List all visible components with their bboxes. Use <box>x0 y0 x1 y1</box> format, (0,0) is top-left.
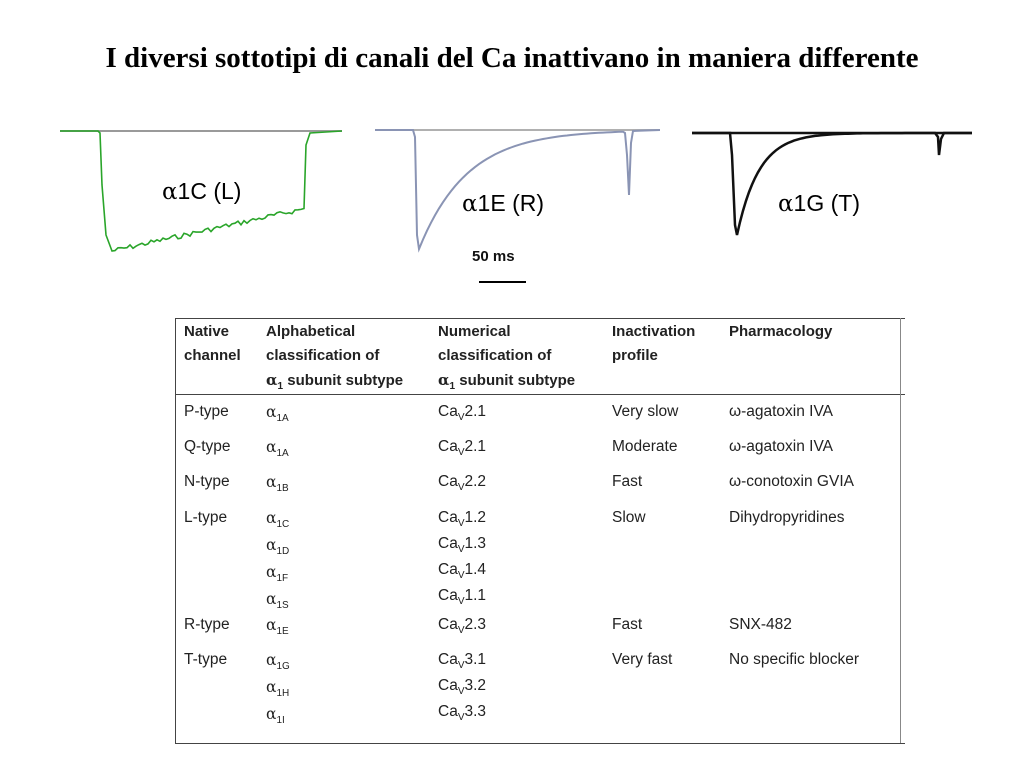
cav-name <box>438 400 486 426</box>
cav-number: 1.3 <box>464 535 487 552</box>
cav-sub: V <box>457 686 465 697</box>
header-num-greek: α <box>438 371 450 389</box>
cav-base: Ca <box>438 703 458 720</box>
cell-pharmacology-1: ω-agatoxin IVA <box>729 438 834 455</box>
cav-name <box>438 470 486 496</box>
alpha-greek: α <box>266 616 277 634</box>
cell-native-0: P-type <box>184 403 229 420</box>
trace-label-alpha1e-greek: α <box>462 191 478 217</box>
alpha-sub: 1E <box>276 626 289 637</box>
header-alpha-greek: α <box>266 371 278 389</box>
cell-alpha-2 <box>266 470 289 497</box>
scale-bar-line <box>479 281 526 283</box>
cell-profile-2: Fast <box>612 473 643 490</box>
header-num-line2: classification of <box>438 347 552 364</box>
cav-base: Ca <box>438 473 458 490</box>
cell-profile-5: Very fast <box>612 651 673 668</box>
header-num-sub: 1 <box>449 381 456 392</box>
trace-label-alpha1e-text: 1E (R) <box>477 190 544 216</box>
cell-numerical-4 <box>438 613 486 639</box>
trace-label-alpha1c <box>162 178 241 205</box>
header-alpha-sub: 1 <box>277 381 284 392</box>
cell-numerical-1 <box>438 435 486 461</box>
alpha-greek: α <box>266 678 277 696</box>
alpha-subunit <box>266 506 289 533</box>
header-native-line1: Native <box>184 323 230 340</box>
header-alpha-line2: classification of <box>266 347 380 364</box>
trace-label-alpha1e <box>462 190 544 217</box>
header-alpha-rest: subunit subtype <box>283 372 404 389</box>
cav-name <box>438 506 486 532</box>
header-pharm-line1: Pharmacology <box>729 323 833 340</box>
header-alphabetical <box>266 320 403 395</box>
cav-base: Ca <box>438 561 458 578</box>
alpha-sub: 1A <box>276 413 289 424</box>
channel-table <box>175 318 905 744</box>
alpha-sub: 1A <box>276 448 289 459</box>
cell-alpha-0 <box>266 400 289 427</box>
cell-alpha-1 <box>266 435 289 462</box>
alpha-sub: 1I <box>276 715 285 726</box>
header-inact-line2: profile <box>612 347 658 364</box>
alpha-greek: α <box>266 651 277 669</box>
table-top-rule <box>176 318 905 319</box>
alpha-subunit <box>266 533 289 560</box>
cav-name <box>438 435 486 461</box>
alpha-sub: 1B <box>276 483 289 494</box>
cell-pharmacology-0: ω-agatoxin IVA <box>729 403 834 420</box>
trace-label-alpha1c-text: 1C (L) <box>177 178 242 204</box>
alpha-greek: α <box>266 438 277 456</box>
header-pharmacology <box>729 320 832 344</box>
cell-pharmacology-5: No specific blocker <box>729 651 860 668</box>
cav-base: Ca <box>438 587 458 604</box>
header-num-line3 <box>438 368 575 395</box>
header-numerical <box>438 320 575 395</box>
cell-native-4: R-type <box>184 616 230 633</box>
cav-name <box>438 700 486 726</box>
cav-base: Ca <box>438 651 458 668</box>
header-inact-line1: Inactivation <box>612 323 696 340</box>
cav-name <box>438 584 486 610</box>
trace-label-alpha1g <box>778 190 860 217</box>
alpha-subunit <box>266 648 290 675</box>
cav-sub: V <box>457 412 465 423</box>
alpha-subunit <box>266 702 290 729</box>
header-num-rest: subunit subtype <box>455 372 576 389</box>
cav-sub: V <box>457 712 465 723</box>
alpha-sub: 1H <box>276 688 290 699</box>
cav-name <box>438 674 486 700</box>
cav-number: 1.4 <box>464 561 487 578</box>
cav-base: Ca <box>438 438 458 455</box>
alpha-subunit <box>266 435 289 462</box>
alpha-sub: 1S <box>276 600 289 611</box>
scale-bar-label: 50 ms <box>472 248 515 265</box>
cell-numerical-5 <box>438 648 486 726</box>
cav-sub: V <box>457 570 465 581</box>
cav-sub: V <box>457 660 465 671</box>
cav-name <box>438 613 486 639</box>
cell-profile-0: Very slow <box>612 403 679 420</box>
cav-number: 3.2 <box>464 677 487 694</box>
alpha-greek: α <box>266 705 277 723</box>
cell-pharmacology-4: SNX-482 <box>729 616 792 633</box>
cav-number: 1.1 <box>464 587 487 604</box>
cell-native-2: N-type <box>184 473 230 490</box>
trace-label-alpha1g-text: 1G (T) <box>793 190 860 216</box>
alpha-greek: α <box>266 403 277 421</box>
trace-label-alpha1g-greek: α <box>778 191 794 217</box>
table-right-edge <box>900 318 901 743</box>
cav-name <box>438 558 486 584</box>
cell-native-3: L-type <box>184 509 228 526</box>
trace-label-alpha1c-greek: α <box>162 179 178 205</box>
cell-pharmacology-3: Dihydropyridines <box>729 509 845 526</box>
cav-base: Ca <box>438 509 458 526</box>
alpha-sub: 1G <box>276 661 290 672</box>
alpha-subunit <box>266 400 289 427</box>
header-native-line2: channel <box>184 347 241 364</box>
header-num-line1: Numerical <box>438 323 511 340</box>
alpha-subunit <box>266 675 290 702</box>
cav-sub: V <box>457 518 465 529</box>
cav-number: 2.3 <box>464 616 487 633</box>
header-alpha-line3 <box>266 368 403 395</box>
cell-numerical-3 <box>438 506 486 610</box>
cell-alpha-5 <box>266 648 290 729</box>
header-alpha-line1: Alphabetical <box>266 323 356 340</box>
alpha-greek: α <box>266 536 277 554</box>
cell-profile-3: Slow <box>612 509 646 526</box>
cav-number: 3.3 <box>464 703 487 720</box>
cell-native-5: T-type <box>184 651 228 668</box>
cav-base: Ca <box>438 677 458 694</box>
cav-sub: V <box>457 596 465 607</box>
alpha-greek: α <box>266 509 277 527</box>
cav-name <box>438 648 486 674</box>
cell-native-1: Q-type <box>184 438 231 455</box>
trace-alpha1g-curve <box>692 133 972 235</box>
trace-alpha1g <box>692 125 972 245</box>
alpha-sub: 1C <box>276 519 290 530</box>
cav-number: 3.1 <box>464 651 487 668</box>
alpha-sub: 1D <box>276 546 290 557</box>
alpha-subunit <box>266 470 289 497</box>
cav-sub: V <box>457 447 465 458</box>
cell-alpha-4 <box>266 613 289 640</box>
cell-alpha-3 <box>266 506 289 614</box>
cav-number: 2.1 <box>464 403 487 420</box>
cav-sub: V <box>457 482 465 493</box>
header-native-channel <box>184 320 241 368</box>
cav-name <box>438 532 486 558</box>
cell-pharmacology-2: ω-conotoxin GVIA <box>729 473 854 490</box>
cav-base: Ca <box>438 616 458 633</box>
slide-title: I diversi sottotipi di canali del Ca inattivano in maniera differente <box>105 42 919 74</box>
cav-number: 1.2 <box>464 509 487 526</box>
cell-numerical-2 <box>438 470 486 496</box>
header-inactivation <box>612 320 695 368</box>
alpha-subunit <box>266 613 289 640</box>
cav-sub: V <box>457 544 465 555</box>
cell-profile-4: Fast <box>612 616 643 633</box>
alpha-subunit <box>266 560 289 587</box>
alpha-greek: α <box>266 473 277 491</box>
alpha-sub: 1F <box>276 573 289 584</box>
cav-base: Ca <box>438 403 458 420</box>
cav-base: Ca <box>438 535 458 552</box>
cav-number: 2.2 <box>464 473 487 490</box>
cell-numerical-0 <box>438 400 486 426</box>
alpha-greek: α <box>266 590 277 608</box>
alpha-subunit <box>266 587 289 614</box>
cell-profile-1: Moderate <box>612 438 678 455</box>
cav-number: 2.1 <box>464 438 487 455</box>
alpha-greek: α <box>266 563 277 581</box>
cav-sub: V <box>457 625 465 636</box>
